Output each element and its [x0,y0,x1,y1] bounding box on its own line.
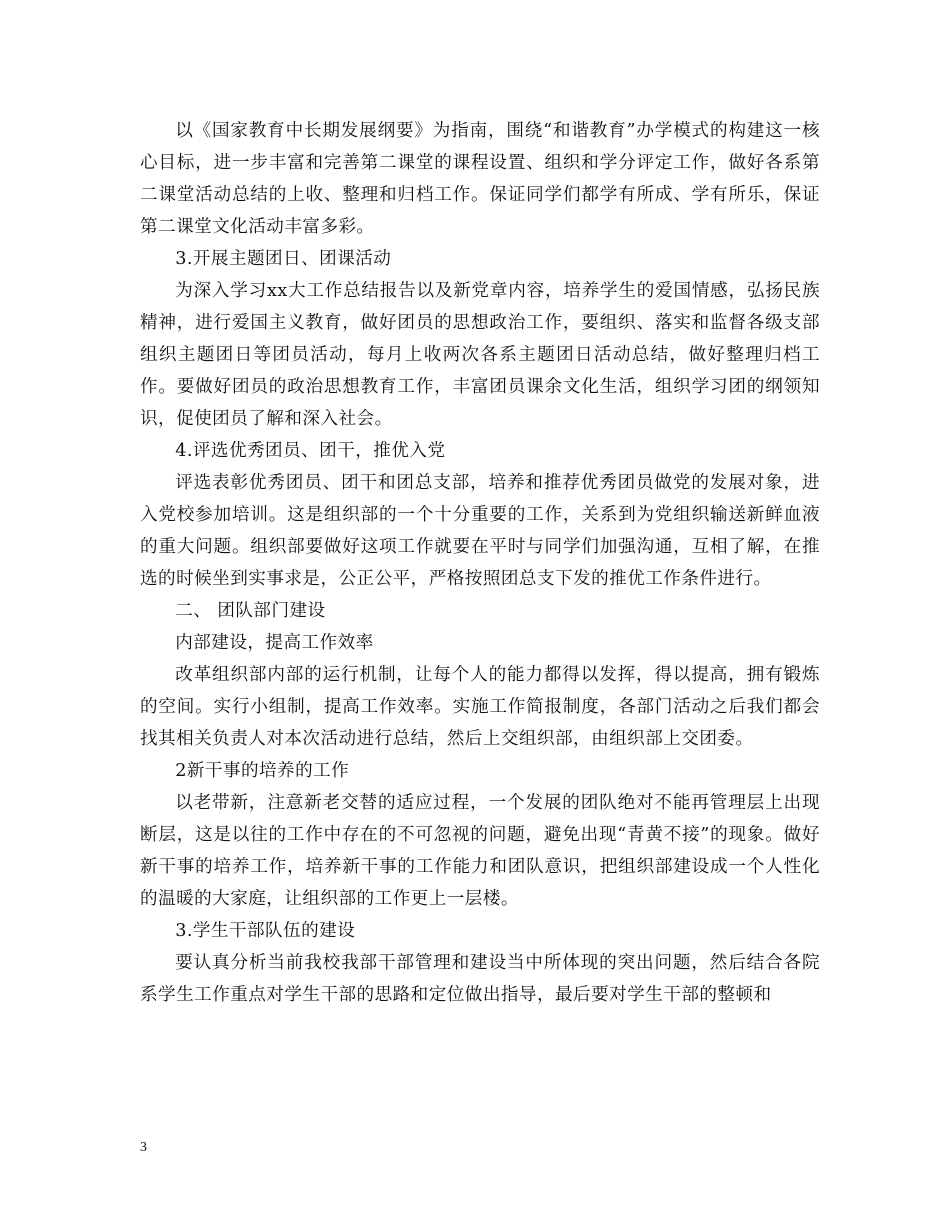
body-paragraph: 评选表彰优秀团员、团干和团总支部，培养和推荐优秀团员做党的发展对象，进入党校参加培训。这是组织部的一个十分重要的工作，关系到为党组织输送新鲜血液的重大问题。组织部要做好这项工作就要在平时与同学们加强沟通，互相了解，在推选的时候坐到实事求是，公正公平，严格按照团总支下发的推优工作条件进行。 [140,473,820,589]
body-paragraph: 改革组织部内部的运行机制，让每个人的能力都得以发挥，得以提高，拥有锻炼的空间。实行小组制，提高工作效率。实施工作简报制度，各部门活动之后我们都会找其相关负责人对本次活动进行总结，然后上交组织部，由组织部上交团委。 [140,665,820,749]
body-paragraph: 为深入学习xx大工作总结报告以及新党章内容，培养学生的爱国情感，弘扬民族精神，进行爱国主义教育，做好团员的思想政治工作，要组织、落实和监督各级支部组织主题团日等团员活动，每月上收两次各系主题团日活动总结，做好整理归档工作。要做好团员的政治思想教育工作，丰富团员课余文化生活，组织学习团的纲领知识，促使团员了解和深入社会。 [140,281,820,429]
body-paragraph: 以老带新，注意新老交替的适应过程，一个发展的团队绝对不能再管理层上出现断层，这是以往的工作中存在的不可忽视的问题，避免出现“青黄不接”的现象。做好新干事的培养工作，培养新干事的工作能力和团队意识，把组织部建设成一个人性化的温暖的大家庭，让组织部的工作更上一层楼。 [140,793,820,909]
body-paragraph: 要认真分析当前我校我部干部管理和建设当中所体现的突出问题，然后结合各院系学生工作重点对学生干部的思路和定位做出指导，最后要对学生干部的整顿和 [140,953,820,1005]
section-heading: 3.开展主题团日、团课活动 [175,249,392,269]
subsection-heading: 内部建设，提高工作效率 [175,633,374,653]
body-paragraph: 以《国家教育中长期发展纲要》为指南，围绕“和谐教育”办学模式的构建这一核心目标，进一步丰富和完善第二课堂的课程设置、组织和学分评定工作，做好各系第二课堂活动总结的上收、整理和归档工作。保证同学们都学有所成、学有所乐，保证第二课堂文化活动丰富多彩。 [140,121,820,237]
subsection-heading: 2新干事的培养的工作 [175,761,350,781]
page-number: 3 [140,1140,147,1155]
page-body [140,115,820,1011]
section-heading: 二、 团队部门建设 [175,601,326,621]
subsection-heading: 3.学生干部队伍的建设 [175,921,356,941]
section-heading: 4.评选优秀团员、团干，推优入党 [175,441,446,461]
